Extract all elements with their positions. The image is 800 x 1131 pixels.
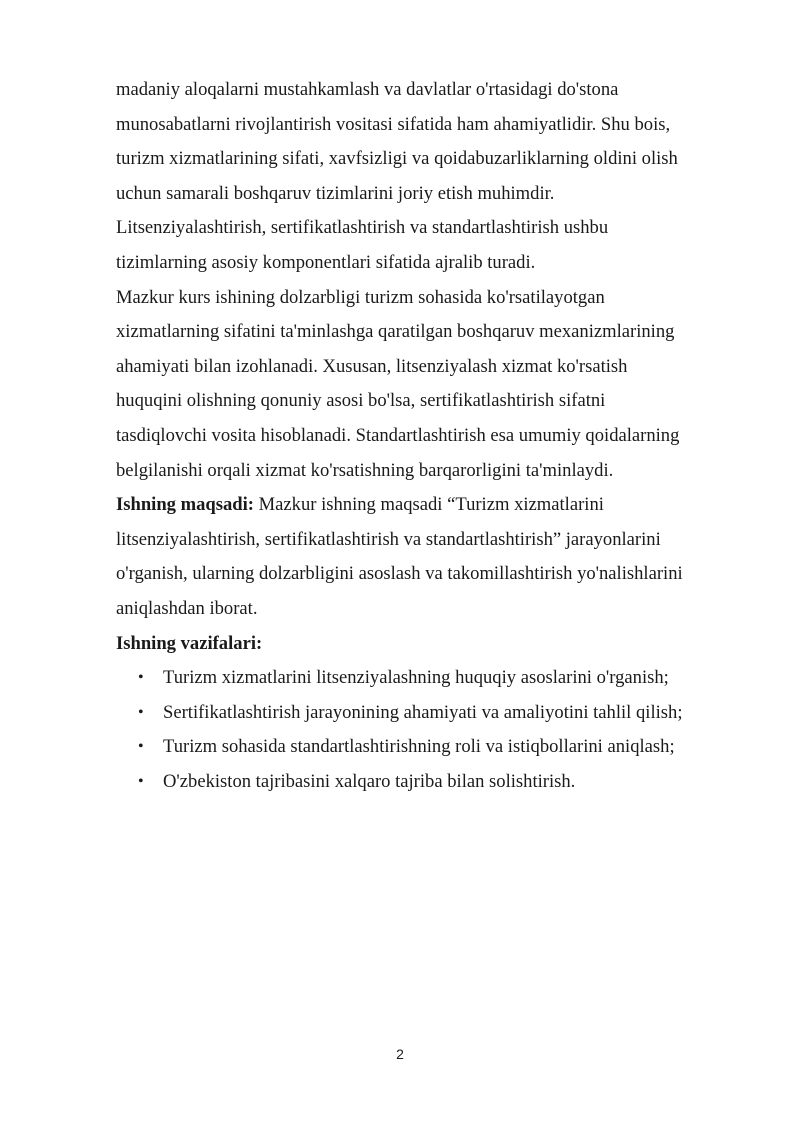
text-line: Mazkur kurs ishining dolzarbligi turizm sohasida ko'rsatilayotgan: [116, 286, 605, 308]
page-number: 2: [396, 1046, 404, 1062]
list-item: [116, 696, 736, 731]
goal-line: litsenziyalashtirish, sertifikatlashtirish va standartlashtirish” jarayonlarini: [116, 528, 661, 550]
task-text: Sertifikatlashtirish jarayonining ahamiyati va amaliyotini tahlil qilish;: [163, 701, 683, 723]
text-line: huquqini olishning qonuniy asosi bo'lsa, sertifikatlashtirish sifatni: [116, 390, 606, 412]
text-line: munosabatlarni rivojlantirish vositasi sifatida ham ahamiyatlidir. Shu bois,: [116, 113, 671, 135]
text-line: uchun samarali boshqaruv tizimlarini joriy etish muhimdir.: [116, 182, 555, 204]
document-page: [116, 73, 736, 799]
text-line: belgilanishi orqali xizmat ko'rsatishning barqarorligini ta'minlaydi.: [116, 459, 614, 481]
goal-line: aniqlashdan iborat.: [116, 597, 258, 619]
text-line: ahamiyati bilan izohlanadi. Xususan, litsenziyalash xizmat ko'rsatish: [116, 355, 628, 377]
tasks-list: [116, 661, 736, 799]
text-line: turizm xizmatlarining sifati, xavfsizligi va qoidabuzarliklarning oldini olish: [116, 148, 678, 170]
task-text: Turizm xizmatlarini litsenziyalashning huquqiy asoslarini o'rganish;: [163, 667, 669, 689]
goal-heading: Ishning maqsadi:: [116, 494, 254, 516]
bullet-icon: •: [138, 669, 144, 687]
text-line: madaniy aloqalarni mustahkamlash va davlatlar o'rtasidagi do'stona: [116, 79, 619, 100]
goal-first-line: [116, 488, 736, 523]
text-line: tizimlarning asosiy komponentlari sifatida ajralib turadi.: [116, 251, 536, 273]
list-item: [116, 765, 736, 800]
bullet-icon: •: [138, 772, 144, 790]
list-item: [116, 730, 736, 765]
task-text: O'zbekiston tajribasini xalqaro tajriba bilan solishtirish.: [163, 770, 576, 792]
bullet-icon: •: [138, 738, 144, 756]
bullet-icon: •: [138, 703, 144, 721]
text-line: Litsenziyalashtirish, sertifikatlashtirish va standartlashtirish ushbu: [116, 217, 609, 239]
text-line: tasdiqlovchi vosita hisoblanadi. Standartlashtirish esa umumiy qoidalarning: [116, 424, 680, 446]
task-text: Turizm sohasida standartlashtirishning roli va istiqbollarini aniqlash;: [163, 736, 675, 758]
list-item: [116, 661, 736, 696]
tasks-heading: Ishning vazifalari:: [116, 632, 263, 654]
text-line: xizmatlarning sifatini ta'minlashga qaratilgan boshqaruv mexanizmlarining: [116, 321, 675, 343]
goal-text: Mazkur ishning maqsadi “Turizm xizmatlarini: [253, 494, 604, 516]
goal-line: o'rganish, ularning dolzarbligini asoslash va takomillashtirish yo'nalishlarini: [116, 563, 683, 585]
